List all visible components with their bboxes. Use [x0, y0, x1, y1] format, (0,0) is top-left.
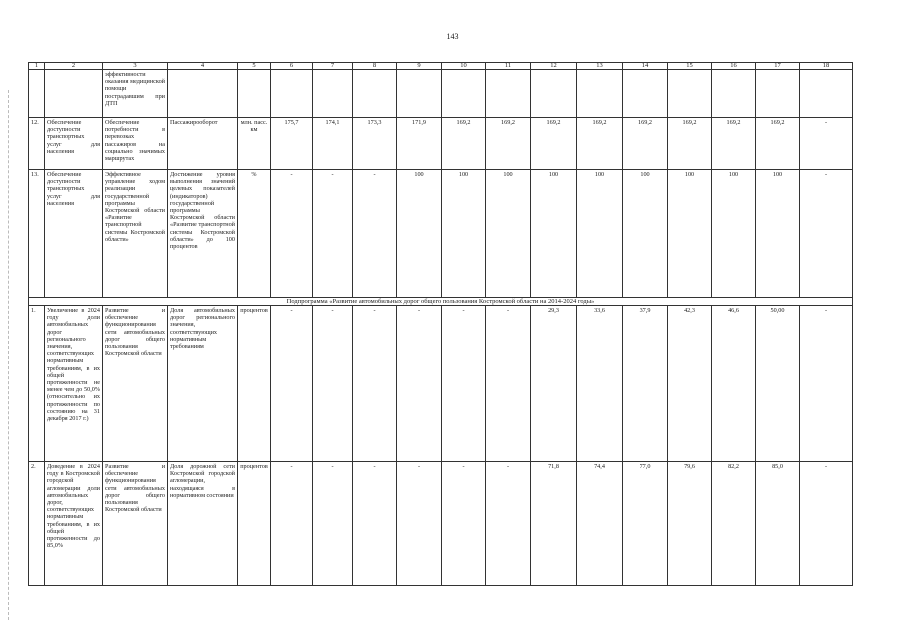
- col-number: 6: [271, 63, 313, 70]
- row-number: 13.: [29, 170, 45, 298]
- target-cell: Обеспечение доступности транспортных услуг для населения: [45, 170, 103, 298]
- value-cell: 169,2: [756, 118, 800, 170]
- indicator-cell: Пассажирооборот: [168, 118, 238, 170]
- unit-cell: млн. пасс. км: [238, 118, 271, 170]
- value-cell: 77,0: [623, 462, 668, 586]
- table-row: [29, 170, 853, 298]
- value-cell: -: [271, 306, 313, 462]
- col-number: 4: [168, 63, 238, 70]
- col-number: 12: [531, 63, 577, 70]
- value-cell: -: [800, 170, 853, 298]
- value-cell: 100: [486, 170, 531, 298]
- value-cell: 79,6: [668, 462, 712, 586]
- col-number: 15: [668, 63, 712, 70]
- col-number: 5: [238, 63, 271, 70]
- col-number: 14: [623, 63, 668, 70]
- page-number: 143: [446, 32, 459, 41]
- value-cell: -: [313, 306, 353, 462]
- indicator-cell: Доля автомобильных дорог регионального значения, соответствующих нормативным требованиям: [168, 306, 238, 462]
- value-cell: 174,1: [313, 118, 353, 170]
- value-cell: -: [800, 462, 853, 586]
- table-row: [29, 118, 853, 170]
- page-edge-line: [8, 90, 9, 620]
- value-cell: 175,7: [271, 118, 313, 170]
- target-cell: Увеличение в 2024 году доли автомобильных дорог регионального значения, соответствующих нормативным требованиям, в их общей протяженности не менее чем до 50,0% (относительно их протяженности по состоянию на 31 декабря 2017 г.): [45, 306, 103, 462]
- column-number-row: [29, 63, 853, 70]
- value-cell: -: [353, 306, 397, 462]
- table-row-continuation: [29, 70, 853, 118]
- target-cell: Доведение в 2024 году в Костромской городской агломерации доли автомобильных дорог, соответствующих нормативным требованиям, в их общей протяженности до 85,0%: [45, 462, 103, 586]
- value-cell: -: [486, 306, 531, 462]
- value-cell: -: [397, 306, 442, 462]
- col-number: 11: [486, 63, 531, 70]
- indicators-table-wrapper: [28, 62, 853, 586]
- indicators-table: [28, 62, 853, 586]
- row-number: 2.: [29, 462, 45, 586]
- indicator-cell: Достижение уровня выполнения значений целевых показателей (индикаторов) государственной программы Костромской области «Развитие транспортной системы Костромской области» до 100 процентов: [168, 170, 238, 298]
- value-cell: 100: [712, 170, 756, 298]
- value-cell: -: [800, 306, 853, 462]
- value-cell: 50,00: [756, 306, 800, 462]
- task-cell: Обеспечение потребности в перевозках пассажиров на социально значимых маршрутах: [103, 118, 168, 170]
- col-number: 13: [577, 63, 623, 70]
- value-cell: -: [313, 462, 353, 586]
- value-cell: -: [353, 462, 397, 586]
- col-number: 17: [756, 63, 800, 70]
- value-cell: 100: [442, 170, 486, 298]
- value-cell: 85,0: [756, 462, 800, 586]
- target-cell: Обеспечение доступности транспортных услуг для населения: [45, 118, 103, 170]
- row-number: 12.: [29, 118, 45, 170]
- value-cell: 33,6: [577, 306, 623, 462]
- col-number: 18: [800, 63, 853, 70]
- unit-cell: процентов: [238, 306, 271, 462]
- value-cell: 171,9: [397, 118, 442, 170]
- value-cell: 169,2: [668, 118, 712, 170]
- task-cell: эффективности оказания медицинской помощи пострадавшим при ДТП: [103, 70, 168, 118]
- value-cell: 100: [577, 170, 623, 298]
- col-number: 7: [313, 63, 353, 70]
- task-cell: Эффективное управление ходом реализации государственной программы Костромской области «Развитие транспортной системы Костромской области»: [103, 170, 168, 298]
- subprogram-title: Подпрограмма «Развитие автомобильных дорог общего пользования Костромской области на 2014-2024 годы»: [29, 298, 853, 306]
- value-cell: 37,9: [623, 306, 668, 462]
- value-cell: 29,3: [531, 306, 577, 462]
- value-cell: -: [442, 306, 486, 462]
- indicator-cell: Доля дорожной сети Костромской городской агломерации, находящаяся в нормативном состоянии: [168, 462, 238, 586]
- value-cell: 169,2: [712, 118, 756, 170]
- col-number: 3: [103, 63, 168, 70]
- row-number: 1.: [29, 306, 45, 462]
- table-row: [29, 462, 853, 586]
- value-cell: 100: [756, 170, 800, 298]
- unit-cell: процентов: [238, 462, 271, 586]
- value-cell: 71,8: [531, 462, 577, 586]
- value-cell: -: [271, 462, 313, 586]
- value-cell: 100: [531, 170, 577, 298]
- value-cell: 74,4: [577, 462, 623, 586]
- value-cell: 100: [397, 170, 442, 298]
- value-cell: 169,2: [577, 118, 623, 170]
- value-cell: 169,2: [531, 118, 577, 170]
- task-cell: Развитие и обеспечение функционирования сети автомобильных дорог общего пользования Костромской области: [103, 306, 168, 462]
- value-cell: -: [397, 462, 442, 586]
- table-row: [29, 306, 853, 462]
- value-cell: 173,3: [353, 118, 397, 170]
- task-cell: Развитие и обеспечение функционирования сети автомобильных дорог общего пользования Костромской области: [103, 462, 168, 586]
- value-cell: 169,2: [442, 118, 486, 170]
- col-number: 10: [442, 63, 486, 70]
- col-number: 9: [397, 63, 442, 70]
- value-cell: 100: [623, 170, 668, 298]
- value-cell: -: [486, 462, 531, 586]
- col-number: 2: [45, 63, 103, 70]
- value-cell: 46,6: [712, 306, 756, 462]
- value-cell: -: [442, 462, 486, 586]
- col-number: 1: [29, 63, 45, 70]
- value-cell: 42,3: [668, 306, 712, 462]
- value-cell: 100: [668, 170, 712, 298]
- value-cell: 169,2: [486, 118, 531, 170]
- col-number: 16: [712, 63, 756, 70]
- value-cell: -: [313, 170, 353, 298]
- value-cell: 169,2: [623, 118, 668, 170]
- value-cell: -: [353, 170, 397, 298]
- value-cell: -: [800, 118, 853, 170]
- unit-cell: %: [238, 170, 271, 298]
- subprogram-row: [29, 298, 853, 306]
- value-cell: 82,2: [712, 462, 756, 586]
- col-number: 8: [353, 63, 397, 70]
- value-cell: -: [271, 170, 313, 298]
